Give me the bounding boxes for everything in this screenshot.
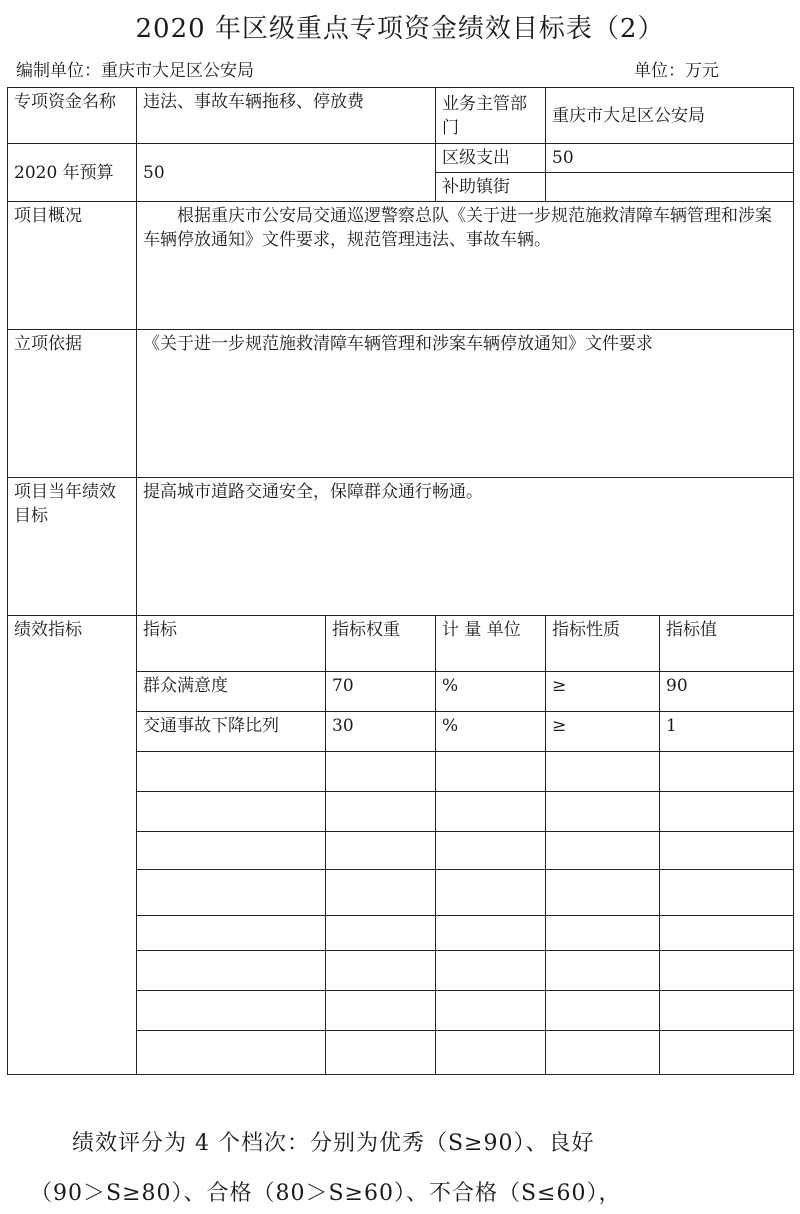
dept-label: 业务主管部门: [436, 88, 546, 144]
district-expense-value: 50: [546, 144, 794, 173]
header-indicator: 指标: [137, 616, 326, 672]
basis-label: 立项依据: [8, 330, 137, 478]
header-nature: 指标性质: [546, 616, 660, 672]
indicator-weight: 30: [326, 712, 436, 752]
scoring-note-line2: （90＞S≥80）、合格（80＞S≥60）、不合格（S≤60），: [30, 1181, 622, 1206]
page-title: 2020 年区级重点专项资金绩效目标表（2）: [135, 14, 665, 44]
goal-label: 项目当年绩效目标: [8, 478, 137, 616]
indicator-value: 90: [660, 672, 794, 712]
overview-label: 项目概况: [8, 202, 137, 330]
indicator-unit: %: [436, 712, 546, 752]
compiling-unit: 编制单位：重庆市大足区公安局: [16, 61, 254, 81]
dept-value: 重庆市大足区公安局: [546, 88, 794, 144]
fund-name-value: 违法、事故车辆拖移、停放费: [137, 88, 436, 144]
subsidy-value: [546, 173, 794, 202]
overview-text: 根据重庆市公安局交通巡逻警察总队《关于进一步规范施救清障车辆管理和涉案车辆停放通知》文件要求，规范管理违法、事故车辆。: [137, 202, 794, 330]
header-weight: 指标权重: [326, 616, 436, 672]
indicator-value: 1: [660, 712, 794, 752]
header-value: 指标值: [660, 616, 794, 672]
indicator-unit: %: [436, 672, 546, 712]
indicators-label: 绩效指标: [8, 616, 137, 1075]
budget-label: 2020 年预算: [8, 144, 137, 202]
district-expense-label: 区级支出: [436, 144, 546, 173]
indicator-name: 交通事故下降比列: [137, 712, 326, 752]
goal-text: 提高城市道路交通安全，保障群众通行畅通。: [137, 478, 794, 616]
budget-value: 50: [137, 144, 436, 202]
scoring-note-line1: 绩效评分为 4 个档次：分别为优秀（S≥90）、良好: [72, 1131, 595, 1156]
indicator-nature: ≥: [546, 712, 660, 752]
indicator-weight: 70: [326, 672, 436, 712]
indicator-name: 群众满意度: [137, 672, 326, 712]
currency-unit: 单位：万元: [634, 61, 719, 81]
indicator-nature: ≥: [546, 672, 660, 712]
performance-target-table: [7, 87, 794, 1075]
basis-text: 《关于进一步规范施救清障车辆管理和涉案车辆停放通知》文件要求: [137, 330, 794, 478]
fund-name-label: 专项资金名称: [8, 88, 137, 144]
header-unit: 计 量 单位: [436, 616, 546, 672]
subsidy-label: 补助镇街: [436, 173, 546, 202]
